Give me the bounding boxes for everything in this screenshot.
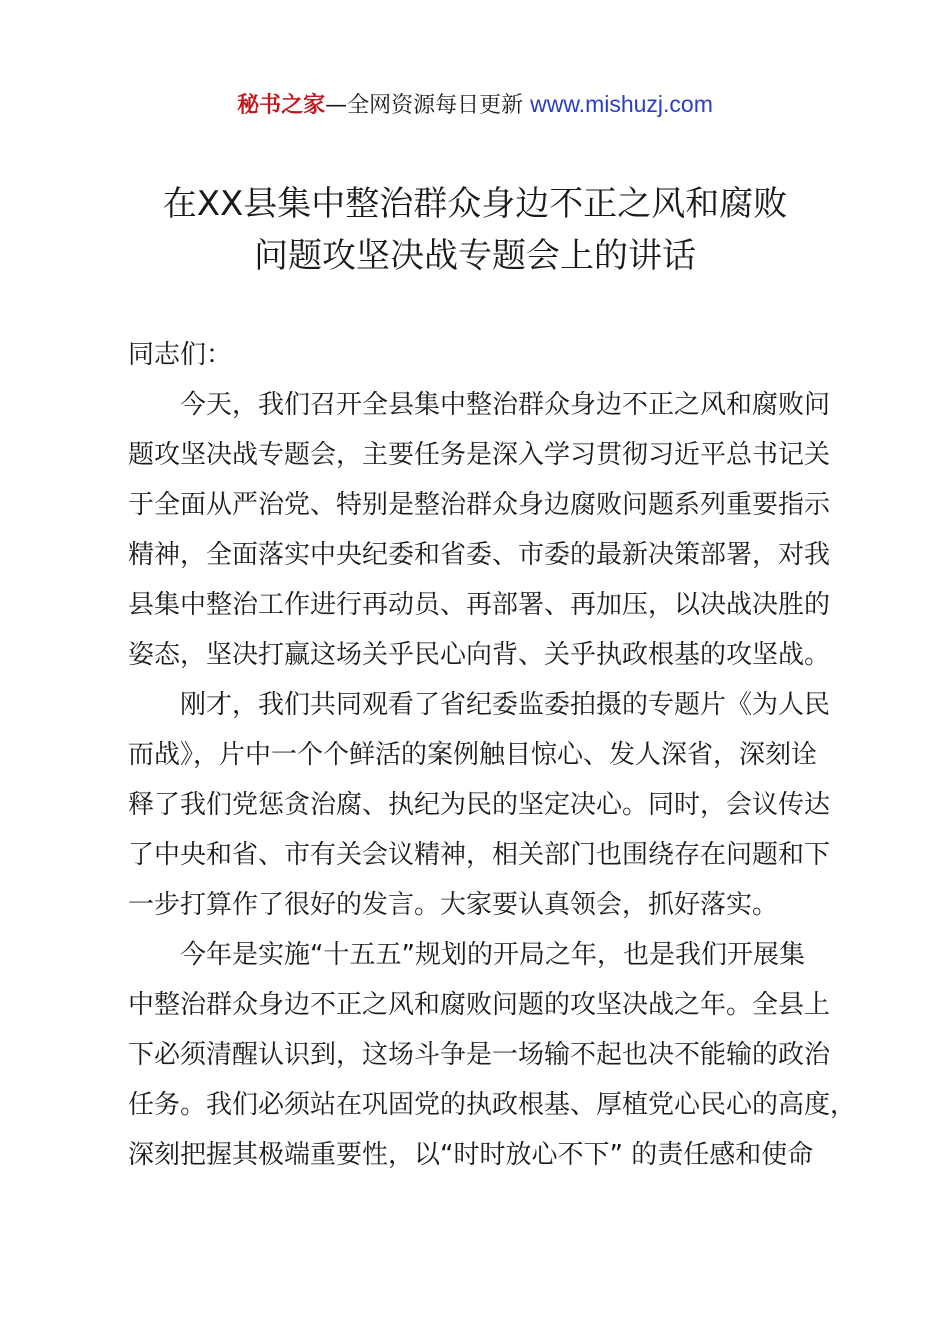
text-line: 姿态，坚决打赢这场关乎民心向背、关乎执政根基的攻坚战。 — [128, 640, 831, 670]
text-line: 县集中整治工作进行再动员、再部署、再加压，以决战决胜的 — [128, 590, 831, 620]
text-line: 今天，我们召开全县集中整治群众身边不正之风和腐败问 — [180, 390, 831, 420]
text-line: 今年是实施“十五五”规划的开局之年，也是我们开展集 — [180, 940, 805, 970]
text-line: 中整治群众身边不正之风和腐败问题的攻坚决战之年。全县上 — [128, 990, 831, 1020]
text-line: 刚才，我们共同观看了省纪委监委拍摄的专题片《为人民 — [180, 690, 831, 720]
site-url-link[interactable]: www.mishuzj.com — [530, 91, 713, 117]
text-line: 释了我们党惩贪治腐、执纪为民的坚定决心。同时，会议传达 — [128, 790, 831, 820]
text-line: 深刻把握其极端重要性，以“时时放心不下” 的责任感和使命 — [128, 1140, 814, 1170]
text-line: 而战》，片中一个个鲜活的案例触目惊心、发人深省，深刻诠 — [128, 740, 818, 770]
text-line: 精神，全面落实中央纪委和省委、市委的最新决策部署，对我 — [128, 540, 831, 570]
text-line: 下必须清醒认识到，这场斗争是一场输不起也决不能输的政治 — [128, 1040, 831, 1070]
text-line: 于全面从严治党、特别是整治群众身边腐败问题系列重要指示 — [128, 490, 831, 520]
title-line-1: 在XX县集中整治群众身边不正之风和腐败 — [162, 184, 788, 224]
text-line: 了中央和省、市有关会议精神，相关部门也围绕存在问题和下 — [128, 840, 831, 870]
header-banner — [0, 86, 950, 124]
text-line: 题攻坚决战专题会，主要任务是深入学习贯彻习近平总书记关 — [128, 440, 831, 470]
document-body — [128, 330, 857, 1180]
text-line: 任务。我们必须站在巩固党的执政根基、厚植党心民心的高度， — [128, 1090, 857, 1120]
title-line-2: 问题攻坚决战专题会上的讲话 — [254, 236, 696, 276]
brand-name: 秘书之家 — [237, 93, 326, 118]
header-tagline: —全网资源每日更新 — [325, 93, 524, 118]
text-line: 一步打算作了很好的发言。大家要认真领会，抓好落实。 — [128, 890, 779, 920]
salutation: 同志们： — [128, 340, 233, 370]
document-title — [100, 178, 850, 282]
